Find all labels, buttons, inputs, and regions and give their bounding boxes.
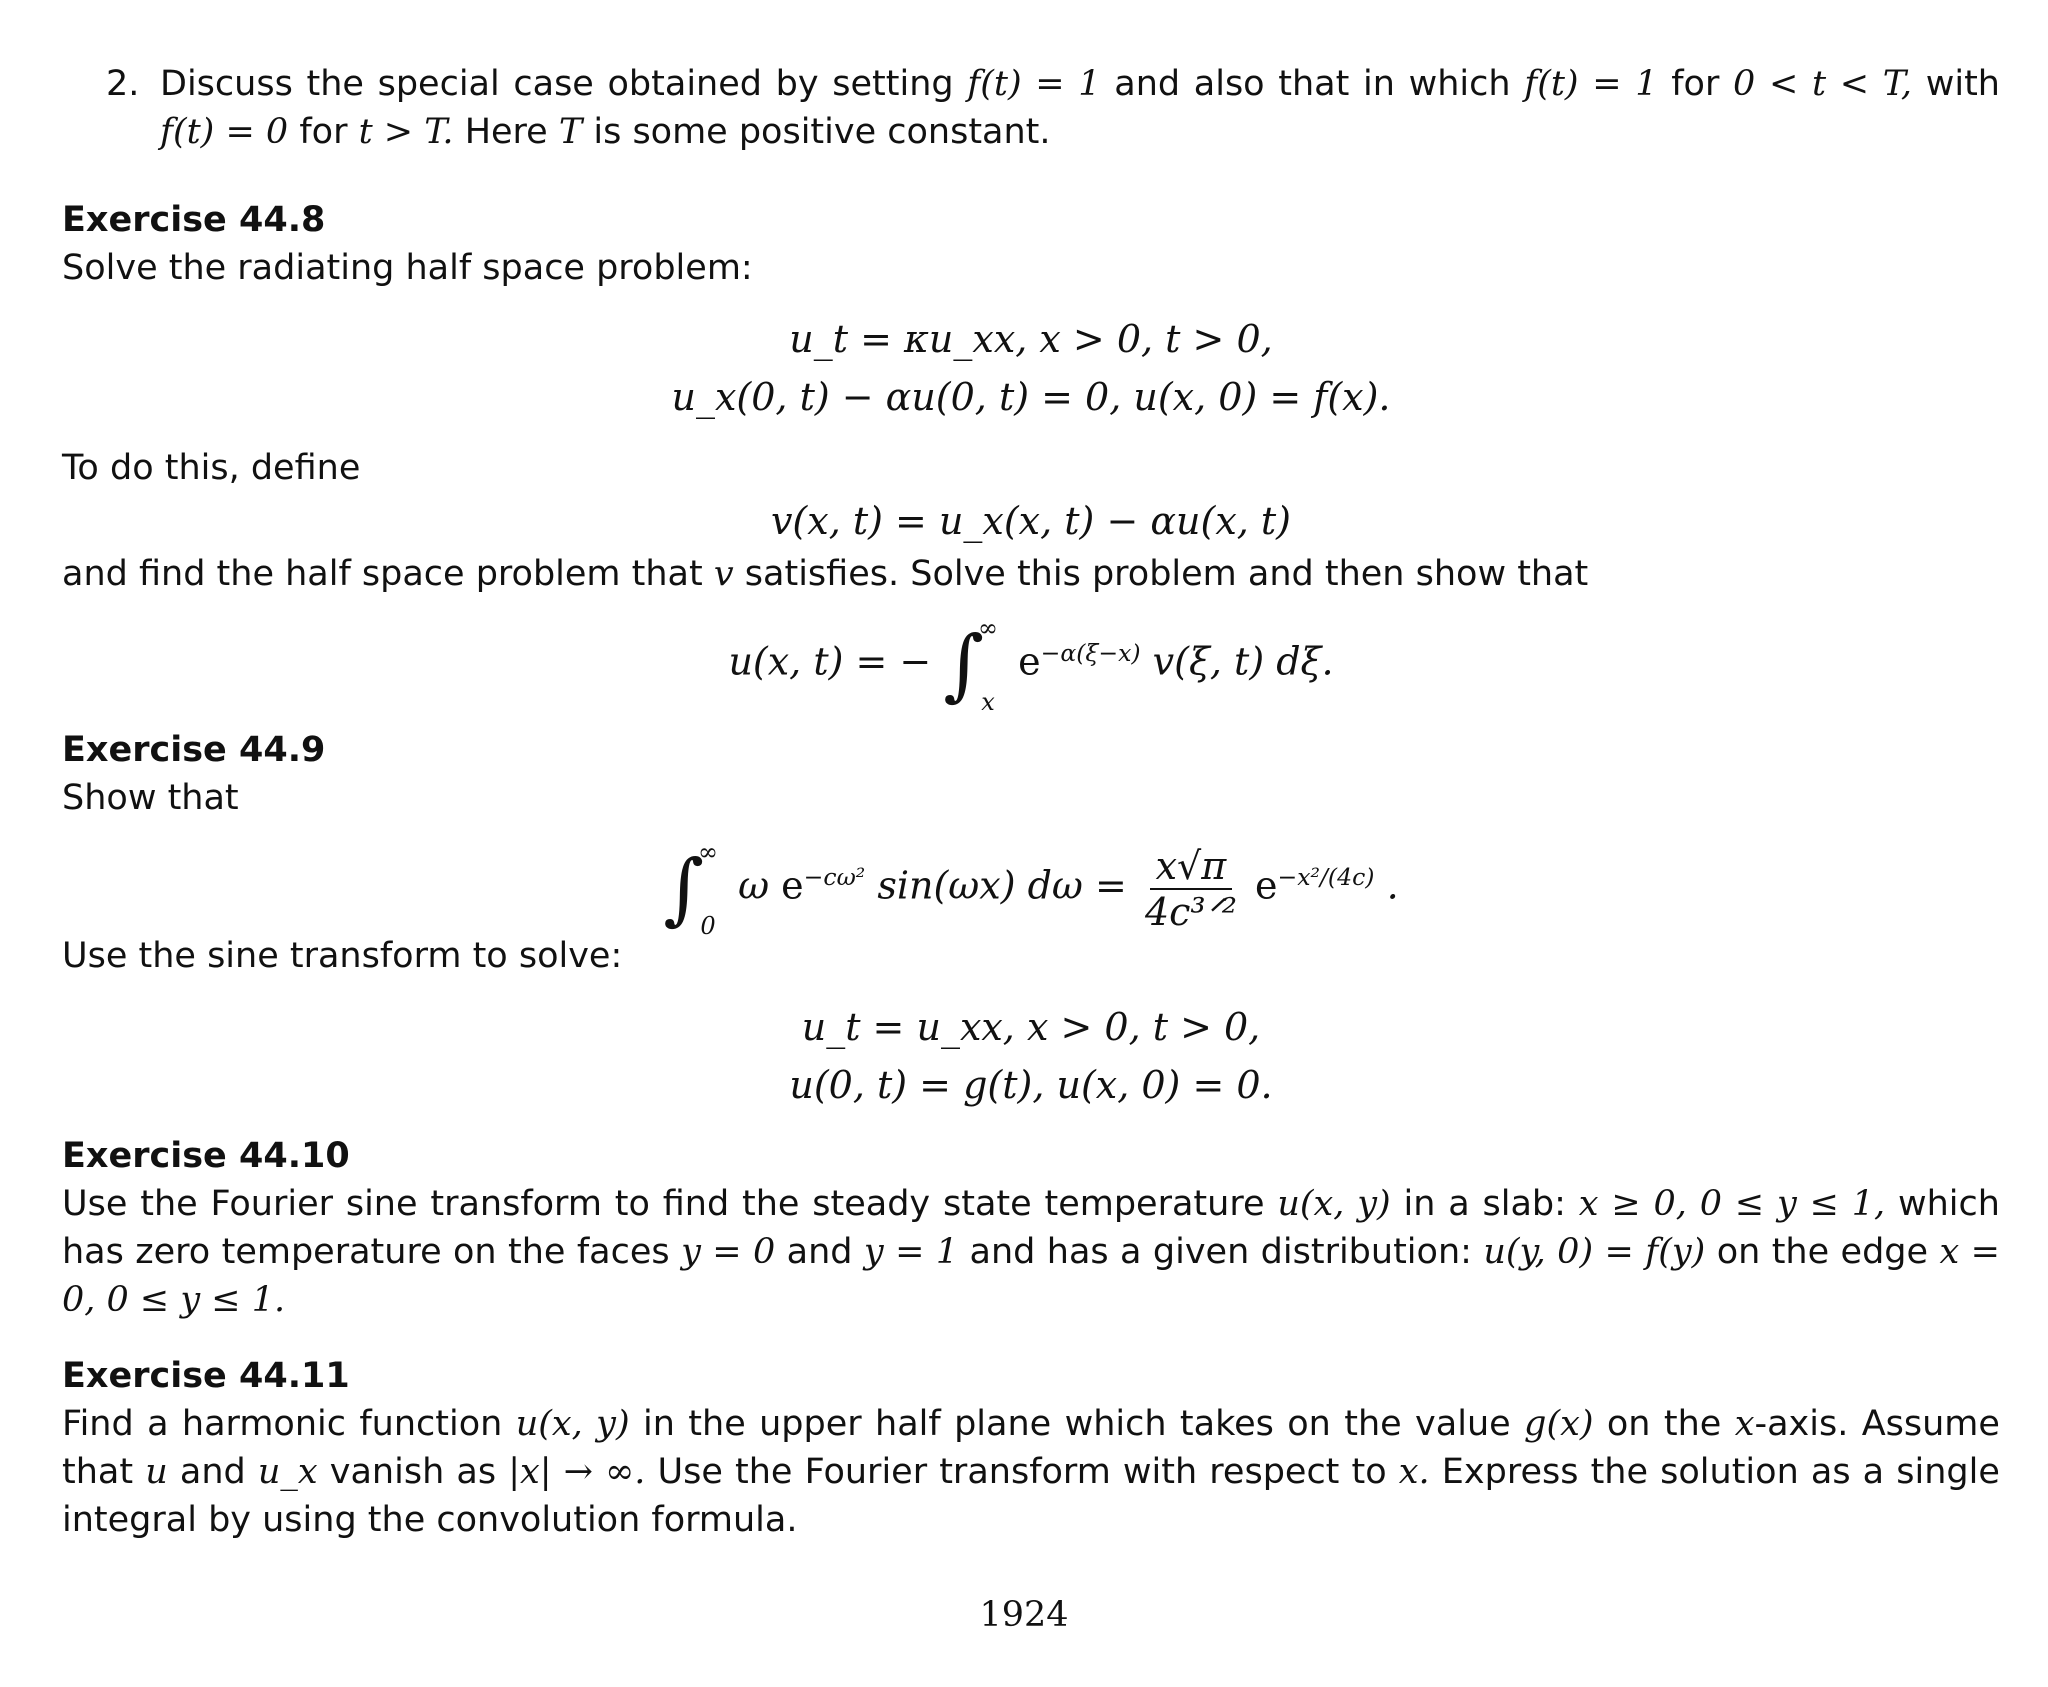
- document-page: [62, 60, 2000, 1544]
- math-inline: f(t) = 1: [967, 64, 1101, 104]
- exercise-text: To do this, define: [62, 448, 361, 488]
- exercise-text: Show that: [62, 778, 239, 818]
- display-equation: u_x(0, t) − αu(0, t) = 0, u(x, 0) = f(x).: [671, 375, 1391, 419]
- exercise-text: Use the Fourier sine transform to find the steady state temperature u(x, y) in a slab: x ≥ 0, 0 ≤ y ≤ 1, which has zero temperature on the faces y = 0 and y = 1 and has a given distribution: u(y, 0) = f(y) on the edge x = 0, 0 ≤ y ≤ 1.: [62, 1184, 2000, 1320]
- page-number: 1924: [979, 1595, 1069, 1635]
- item-number: 2.: [106, 64, 140, 104]
- display-equation: v(x, t) = u_x(x, t) − αu(x, t): [770, 499, 1292, 543]
- integral-sign: ∫ ∞ 0: [663, 838, 718, 941]
- exercise-heading: Exercise 44.10: [62, 1136, 350, 1176]
- display-equation: u_t = κu_xx, x > 0, t > 0,: [789, 317, 1273, 361]
- display-equation: u(0, t) = g(t), u(x, 0) = 0.: [789, 1063, 1273, 1107]
- exercise-heading: Exercise 44.11: [62, 1356, 350, 1396]
- math-inline: 0 < t < T,: [1733, 64, 1913, 104]
- exercise-text: Use the sine transform to solve:: [62, 936, 623, 976]
- exercise-text: Solve the radiating half space problem:: [62, 248, 753, 288]
- integral-sign: ∫ ∞ x: [943, 614, 998, 717]
- exercise-heading: Exercise 44.9: [62, 730, 326, 770]
- exercise-text: and find the half space problem that v satisfies. Solve this problem and then show that: [62, 554, 1589, 594]
- item-2-text: Discuss the special case obtained by setting f(t) = 1 and also that in which f(t) = 1 for 0 < t < T, with f(t) = 0 for t > T. Here T is some positive constant.: [160, 64, 2000, 152]
- exercise-heading: Exercise 44.8: [62, 200, 326, 240]
- math-inline: f(t) = 1: [1524, 64, 1658, 104]
- display-equation-integral: u(x, t) = − ∫ ∞ x $e^{-\alpha(\xi-x)}$ v(ξ, t) dξ.: [728, 614, 1334, 717]
- display-equation-integral: ∫ ∞ 0 ω $e^{-c\omega^2}$ sin(ωx) dω = $\frac{x√\pi}{\text{4c³ᐟ²}}$ $e^{-x^2/(4c)}$ .: [663, 838, 1399, 941]
- math-inline: T: [558, 112, 583, 152]
- exercise-text: Find a harmonic function u(x, y) in the upper half plane which takes on the value g(x) on the x-axis. Assume that u and u_x vanish as |x| → ∞. Use the Fourier transform with respect to x. Express the solution as a single integral by using the convolution formula.: [62, 1404, 2000, 1540]
- list-item-2: [106, 60, 2000, 156]
- fraction: $\frac{x√\pi}{\text{4c³ᐟ²}}$: [1144, 844, 1237, 935]
- math-inline: f(t) = 0: [160, 112, 289, 152]
- display-equation: u_t = u_xx, x > 0, t > 0,: [801, 1005, 1261, 1049]
- math-inline: t > T.: [358, 112, 454, 152]
